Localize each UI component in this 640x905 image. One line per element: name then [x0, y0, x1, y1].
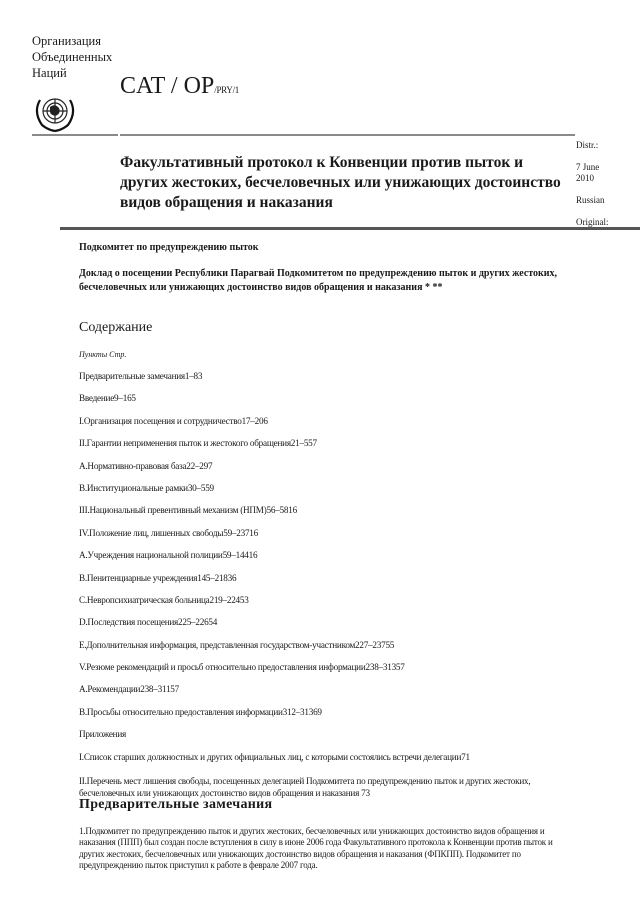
- org-line: Объединенных: [32, 50, 113, 64]
- paragraph: 1.Подкомитет по предупреждению пыток и других жестоких, бесчеловечных или унижающих достоинство видов обращения и наказания (ППП) был создан после вступления в силу в июне 2006 года Факультативного протокола к Конвенции против пыток и других жестоких, бесчеловечных или унижающих достоинство видов обращения и наказания (ФПКПП). Подкомитет по предупреждению пыток приступил к работе в феврале 2007 года.: [79, 826, 553, 870]
- organization-name: [32, 33, 112, 81]
- toc-item[interactable]: B.Пенитенциарные учреждения145–21836: [79, 572, 237, 583]
- toc-item[interactable]: I.Список старших должностных и других официальных лиц, с которыми состоялись встречи делегации71: [79, 751, 470, 762]
- toc-item[interactable]: Введение9–165: [79, 393, 136, 404]
- toc-item-annexes: Приложения: [79, 729, 126, 740]
- date-line-1: 7 June: [576, 162, 600, 172]
- contents-columns: Пункты Стр.: [79, 350, 127, 359]
- committee-name: Подкомитет по предупреждению пыток: [79, 242, 259, 253]
- toc-item[interactable]: II.Гарантии неприменения пыток и жестокого обращения21–557: [79, 438, 317, 449]
- toc-item[interactable]: I.Организация посещения и сотрудничество17–206: [79, 415, 268, 426]
- header-rule-left: [32, 134, 118, 136]
- table-of-contents: [79, 370, 559, 799]
- original-label: Original:: [576, 217, 609, 227]
- toc-item[interactable]: V.Резюме рекомендаций и просьб относительно предоставления информации238–31357: [79, 662, 405, 673]
- symbol-sub: /PRY/1: [214, 85, 239, 95]
- toc-item[interactable]: IV.Положение лиц, лишенных свободы59–23716: [79, 527, 258, 538]
- document-title: Факультативный протокол к Конвенции против пыток и других жестоких, бесчеловечных или унижающих достоинство видов обращения и наказания: [120, 154, 561, 211]
- language: Russian: [576, 195, 605, 205]
- un-emblem-icon: [30, 92, 80, 134]
- toc-item[interactable]: E.Дополнительная информация, представленная государством-участником227–23755: [79, 639, 395, 650]
- header-bottom-rule: [60, 227, 640, 230]
- report-title: Доклад о посещении Республики Парагвай Подкомитетом по предупреждению пыток и других жестоких, бесчеловечных или унижающих достоинство видов обращения и наказания * **: [79, 268, 558, 293]
- contents-heading: Содержание: [79, 320, 153, 335]
- toc-item[interactable]: A.Учреждения национальной полиции59–14416: [79, 550, 258, 561]
- toc-item[interactable]: II.Перечень мест лишения свободы, посещенных делегацией Подкомитета по предупреждению пыток и других жестоких, бесчеловечных или унижающих достоинство видов обращения и наказания 73: [79, 776, 531, 798]
- toc-item[interactable]: D.Последствия посещения225–22654: [79, 617, 218, 628]
- distribution-meta: [576, 140, 609, 228]
- org-line: Организация: [32, 34, 101, 48]
- symbol-main: CAT / OP: [120, 73, 215, 99]
- toc-item[interactable]: A.Нормативно-правовая база22–297: [79, 460, 213, 471]
- header-rule-right: [120, 134, 575, 136]
- toc-item[interactable]: Предварительные замечания1–83: [79, 371, 203, 381]
- toc-item[interactable]: C.Невропсихиатрическая больница219–22453: [79, 594, 249, 605]
- org-line: Наций: [32, 66, 67, 80]
- date-line-2: 2010: [576, 173, 594, 183]
- section-heading: Предварительные замечания: [79, 797, 273, 812]
- toc-item[interactable]: A.Рекомендации238–31157: [79, 684, 179, 695]
- toc-item[interactable]: III.Национальный превентивный механизм (НПМ)56–5816: [79, 505, 297, 516]
- toc-item[interactable]: B.Просьбы относительно предоставления информации312–31369: [79, 706, 322, 717]
- distr-label: Distr.:: [576, 140, 599, 150]
- document-symbol: [120, 73, 239, 100]
- toc-item[interactable]: B.Институциональные рамки30–559: [79, 482, 214, 493]
